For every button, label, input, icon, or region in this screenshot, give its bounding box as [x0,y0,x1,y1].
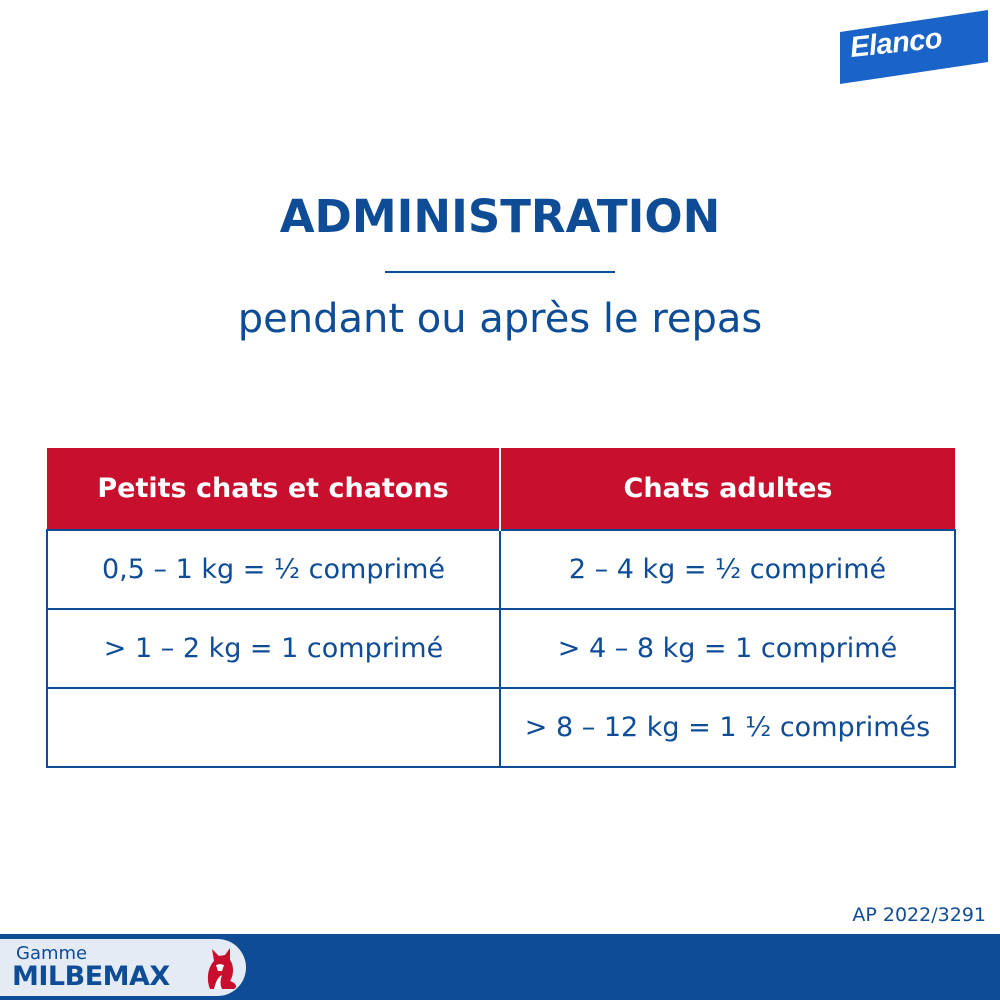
column-header-kittens: Petits chats et chatons [47,448,500,530]
brand-name: MILBEMAX [12,961,170,992]
page-title: ADMINISTRATION [279,190,721,243]
table-cell: > 1 – 2 kg = 1 comprimé [47,609,500,688]
elanco-logo-text: Elanco [848,22,944,65]
cat-icon [200,945,240,991]
column-header-adults: Chats adultes [500,448,955,530]
title-divider [385,271,615,273]
page-subtitle: pendant ou après le repas [237,296,763,342]
table-row [47,530,955,609]
table-header-row [47,448,955,530]
table-cell: 2 – 4 kg = ½ comprimé [500,530,955,609]
reference-code: AP 2022/3291 [852,904,986,926]
table-cell: > 8 – 12 kg = 1 ½ comprimés [500,688,955,767]
table-cell: > 4 – 8 kg = 1 comprimé [500,609,955,688]
brand-range-label: Gamme [16,943,88,964]
table-cell-empty [47,688,500,767]
table-cell: 0,5 – 1 kg = ½ comprimé [47,530,500,609]
table-row [47,688,955,767]
dosage-table [46,448,956,768]
table-row [47,609,955,688]
